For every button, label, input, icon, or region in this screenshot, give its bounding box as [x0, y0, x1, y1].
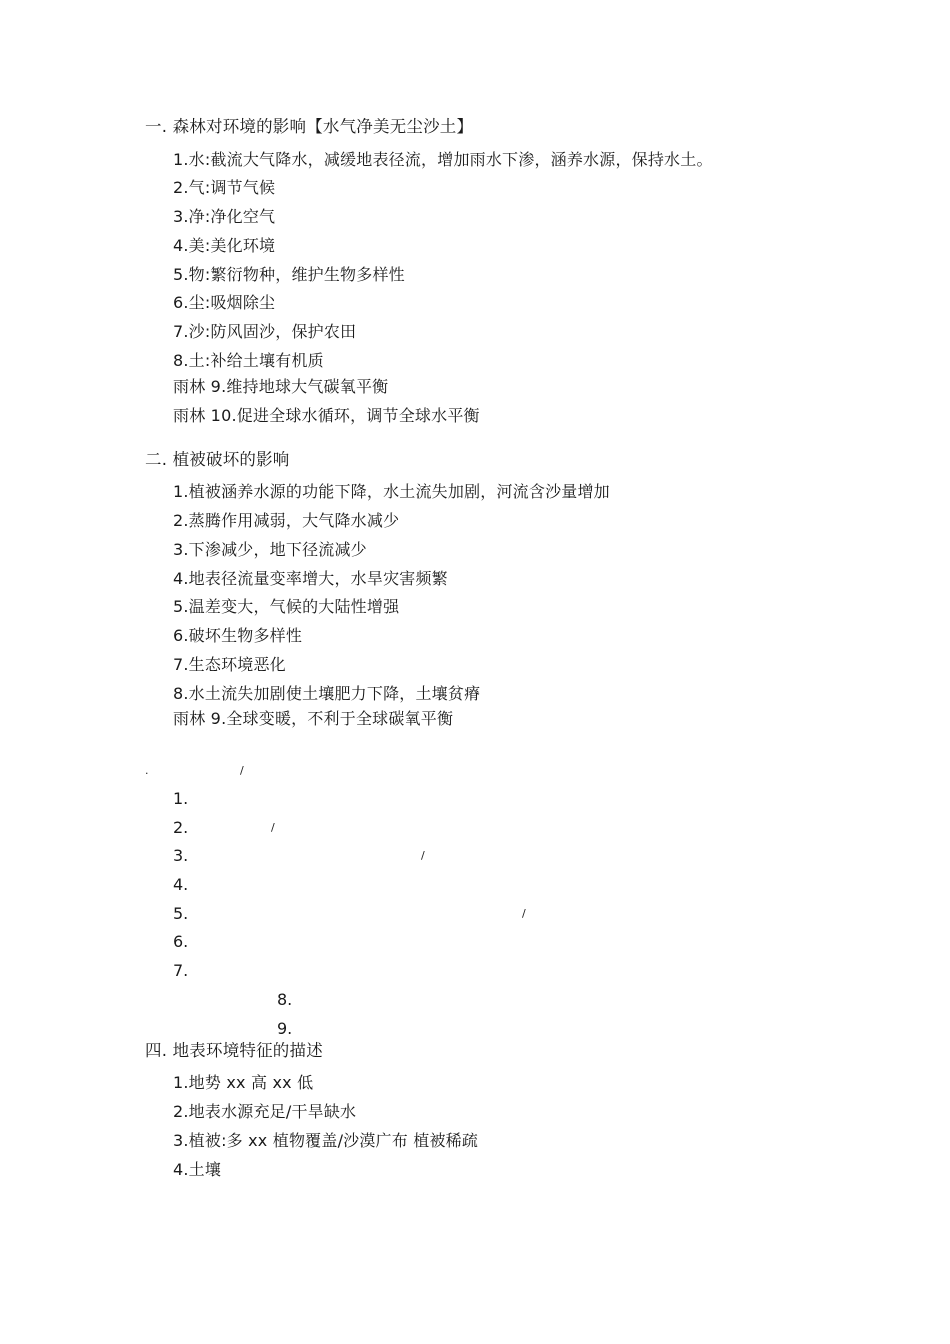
list-item	[277, 990, 292, 1012]
list-item: 2.地表水源充足/干旱缺水	[173, 1102, 357, 1121]
list-item: 2.蒸腾作用减弱，大气降水减少	[173, 511, 400, 530]
item-text-continued: /	[271, 821, 278, 834]
list-item: 4.美:美化环境	[173, 236, 276, 255]
list-item: 雨林 10.促进全球水循环，调节全球水平衡	[173, 406, 480, 425]
list-item: 雨林 9.维持地球大气碳氧平衡	[173, 377, 389, 396]
list-item	[173, 818, 188, 840]
list-item: 4.土壤	[173, 1160, 222, 1179]
item-number: 3.	[173, 846, 189, 865]
item-number: 6.	[173, 932, 189, 951]
list-item: 8.土:补给土壤有机质	[173, 351, 324, 370]
item-number: 5.	[173, 904, 189, 923]
list-item: 3.下渗减少，地下径流减少	[173, 540, 367, 559]
list-item	[173, 875, 188, 897]
list-item: 1.水:截流大气降水，减缓地表径流，增加雨水下渗，涵养水源，保持水土。	[173, 150, 713, 169]
list-item: 雨林 9.全球变暖，不利于全球碳氧平衡	[173, 709, 454, 728]
list-item: 3.净:净化空气	[173, 207, 276, 226]
list-item: 4.地表径流量变率增大，水旱灾害频繁	[173, 569, 448, 588]
list-item	[277, 1019, 292, 1041]
list-item	[173, 846, 188, 868]
list-item: 1.地势 xx 高 xx 低	[173, 1073, 314, 1092]
section3-title-a: .	[145, 764, 152, 777]
list-item: 6.尘:吸烟除尘	[173, 293, 276, 312]
item-text-continued: /	[421, 849, 428, 862]
list-item	[173, 904, 188, 926]
list-item	[173, 932, 188, 954]
list-item: 6.破坏生物多样性	[173, 626, 303, 645]
section3-title-b: /	[240, 764, 247, 777]
section1-title: 一. 森林对环境的影响【水气净美无尘沙土】	[145, 117, 474, 136]
list-item	[173, 961, 188, 983]
item-number: 8.	[277, 990, 293, 1009]
item-number: 9.	[277, 1019, 293, 1038]
section2-title: 二. 植被破坏的影响	[145, 450, 290, 469]
list-item: 8.水土流失加剧使土壤肥力下降，土壤贫瘠	[173, 684, 481, 703]
item-number: 7.	[173, 961, 189, 980]
item-number: 2.	[173, 818, 189, 837]
list-item: 3.植被:多 xx 植物覆盖/沙漠广布 植被稀疏	[173, 1131, 479, 1150]
list-item: 2.气:调节气候	[173, 178, 276, 197]
list-item	[173, 789, 188, 811]
list-item: 7.生态环境恶化	[173, 655, 286, 674]
list-item: 1.植被涵养水源的功能下降，水土流失加剧，河流含沙量增加	[173, 482, 610, 501]
list-item: 7.沙:防风固沙，保护农田	[173, 322, 357, 341]
item-number: 1.	[173, 789, 189, 808]
item-number: 4.	[173, 875, 189, 894]
list-item: 5.温差变大，气候的大陆性增强	[173, 597, 400, 616]
section4-title: 四. 地表环境特征的描述	[145, 1041, 323, 1060]
list-item: 5.物:繁衍物种，维护生物多样性	[173, 265, 405, 284]
item-text-continued: /	[522, 907, 529, 920]
